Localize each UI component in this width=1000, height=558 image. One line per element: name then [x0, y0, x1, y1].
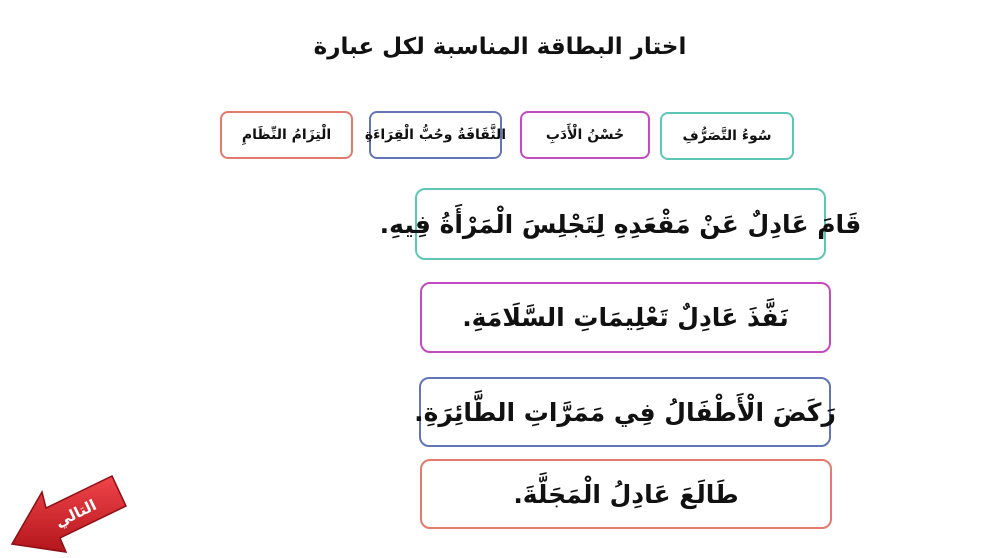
statement-card-3[interactable]: [414, 377, 836, 447]
option-card-label: حُسْنُ الْأَدَبِ: [545, 127, 625, 143]
statement-card-1[interactable]: [379, 188, 862, 260]
option-card-label: الْتِزَامُ النِّظَامِ: [241, 127, 332, 143]
next-label: التالي: [52, 495, 100, 532]
option-card-good-manners[interactable]: [520, 111, 650, 159]
left-arrow-icon: [8, 472, 132, 554]
statement-text: نَفَّذَ عَادِلٌ تَعْلِيمَاتِ السَّلَامَةِ.: [462, 303, 789, 332]
option-card-label: الثَّقَافَةُ وحُبُّ الْقِرَاءَةِ: [364, 127, 507, 143]
option-card-label: سُوءُ التَّصَرُّفِ: [682, 128, 772, 144]
option-card-bad-behavior[interactable]: [660, 112, 794, 160]
option-card-culture-reading[interactable]: [364, 111, 507, 159]
statement-text: قَامَ عَادِلٌ عَنْ مَقْعَدِهِ لِتَجْلِسَ الْمَرْأَةُ فِيهِ.: [379, 209, 862, 239]
statement-card-2[interactable]: [420, 282, 831, 353]
statement-card-4[interactable]: [420, 459, 832, 529]
statement-text: طَالَعَ عَادِلُ الْمَجَلَّةَ.: [513, 479, 739, 509]
statement-text: رَكَضَ الْأَطْفَالُ فِي مَمَرَّاتِ الطَّائِرَةِ.: [414, 397, 836, 427]
next-button[interactable]: [8, 472, 132, 554]
option-card-discipline[interactable]: [220, 111, 353, 159]
page-title: اختار البطاقة المناسبة لكل عبارة: [313, 34, 687, 60]
